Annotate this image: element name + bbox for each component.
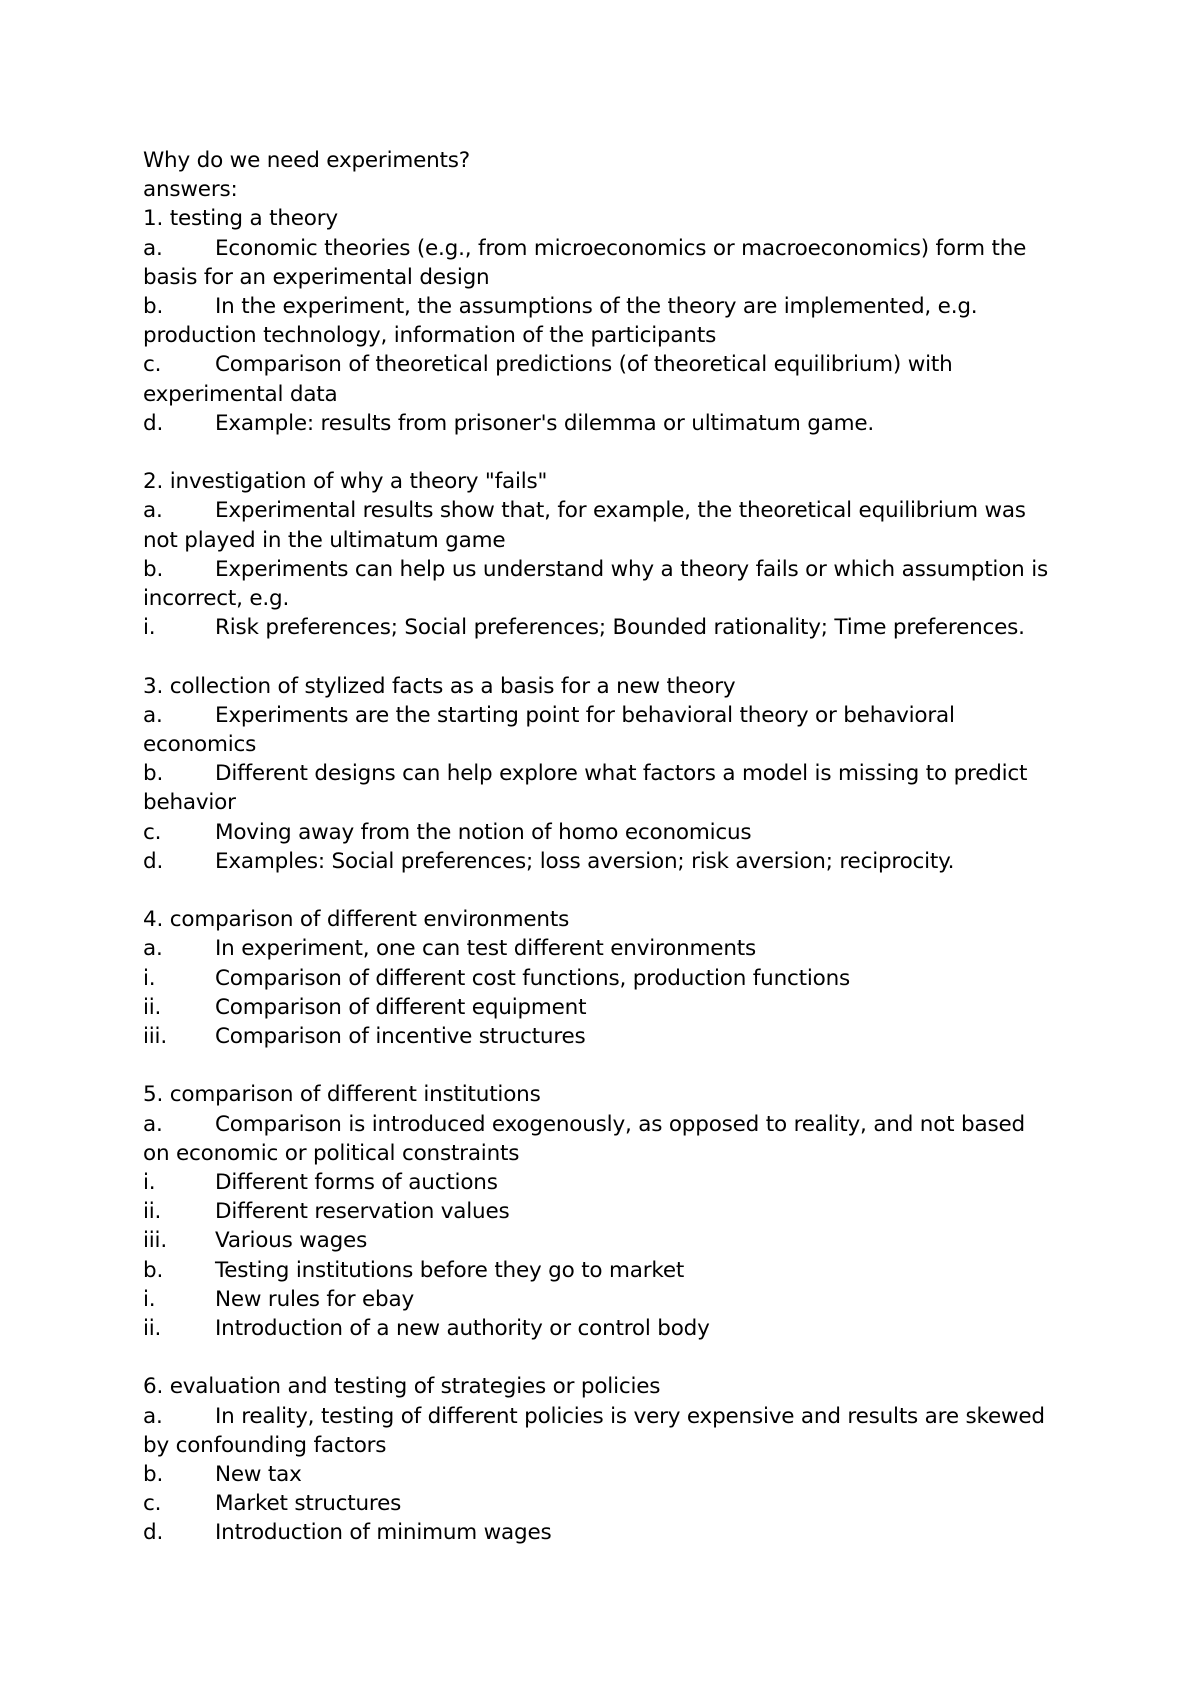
list-item-text: Experimental results show that, for example, the theoretical equilibrium was — [215, 498, 1026, 524]
list-item-continuation: behavior — [143, 790, 236, 816]
list-item — [143, 613, 1063, 642]
section-heading: 1. testing a theory — [143, 206, 338, 232]
list-item-text: Introduction of minimum wages — [215, 1520, 552, 1546]
list-item-continuation: experimental data — [143, 381, 338, 407]
section-3 — [143, 672, 1063, 876]
list-marker: a. — [143, 702, 163, 728]
list-item — [143, 1197, 1063, 1226]
list-item — [143, 496, 1063, 554]
list-marker: d. — [143, 848, 164, 874]
list-marker: c. — [143, 1491, 162, 1517]
section-4 — [143, 905, 1063, 1051]
list-item — [143, 1168, 1063, 1197]
section-gap — [143, 1051, 1063, 1080]
list-item-continuation: by confounding factors — [143, 1432, 387, 1458]
section-heading: 4. comparison of different environments — [143, 907, 570, 933]
list-item — [143, 292, 1063, 350]
list-item-text: Experiments can help us understand why a theory fails or which assumption is — [215, 556, 1048, 582]
list-item — [143, 1110, 1063, 1168]
list-marker: a. — [143, 498, 163, 524]
list-marker: a. — [143, 936, 163, 962]
list-item — [143, 934, 1063, 963]
section-gap — [143, 642, 1063, 671]
list-marker: a. — [143, 1403, 163, 1429]
section-5 — [143, 1080, 1063, 1343]
list-item-text: Risk preferences; Social preferences; Bounded rationality; Time preferences. — [215, 615, 1025, 641]
list-item-text: Testing institutions before they go to market — [215, 1257, 685, 1283]
list-item-text: Different designs can help explore what factors a model is missing to predict — [215, 761, 1028, 787]
list-item — [143, 1489, 1063, 1518]
list-item-text: Examples: Social preferences; loss aversion; risk aversion; reciprocity. — [215, 848, 955, 874]
list-marker: a. — [143, 235, 163, 261]
list-marker: c. — [143, 352, 162, 378]
section-6 — [143, 1372, 1063, 1547]
list-item — [143, 964, 1063, 993]
list-marker: b. — [143, 556, 164, 582]
list-item-text: Comparison of theoretical predictions (of theoretical equilibrium) with — [215, 352, 953, 378]
list-item-continuation: economics — [143, 732, 257, 758]
list-item-text: Market structures — [215, 1491, 402, 1517]
list-item — [143, 1226, 1063, 1255]
list-item — [143, 993, 1063, 1022]
list-item — [143, 818, 1063, 847]
list-item — [143, 1256, 1063, 1285]
list-item — [143, 759, 1063, 817]
list-item — [143, 1460, 1063, 1489]
list-marker: a. — [143, 1111, 163, 1137]
section-heading: 3. collection of stylized facts as a basis for a new theory — [143, 673, 736, 699]
list-item-text: In experiment, one can test different environments — [215, 936, 756, 962]
answers-label: answers: — [143, 177, 238, 203]
list-marker: i. — [143, 1170, 156, 1196]
list-marker: b. — [143, 294, 164, 320]
list-item-continuation: production technology, information of the participants — [143, 323, 717, 349]
list-marker: b. — [143, 1462, 164, 1488]
section-gap — [143, 876, 1063, 905]
section-gap — [143, 438, 1063, 467]
list-item — [143, 1022, 1063, 1051]
list-item-continuation: basis for an experimental design — [143, 264, 490, 290]
list-marker: c. — [143, 819, 162, 845]
section-2 — [143, 467, 1063, 642]
list-marker: i. — [143, 615, 156, 641]
list-item-text: Example: results from prisoner's dilemma or ultimatum game. — [215, 410, 875, 436]
list-item-text: Experiments are the starting point for behavioral theory or behavioral — [215, 702, 955, 728]
list-marker: iii. — [143, 1024, 167, 1050]
list-item-text: In the experiment, the assumptions of the theory are implemented, e.g. — [215, 294, 978, 320]
document-body — [143, 146, 1063, 1548]
list-item-continuation: not played in the ultimatum game — [143, 527, 506, 553]
list-marker: ii. — [143, 1199, 162, 1225]
list-item — [143, 1518, 1063, 1547]
list-item-text: Comparison of different cost functions, production functions — [215, 965, 851, 991]
list-item-text: Comparison is introduced exogenously, as opposed to reality, and not based — [215, 1111, 1025, 1137]
section-heading: 5. comparison of different institutions — [143, 1082, 541, 1108]
section-heading: 2. investigation of why a theory "fails" — [143, 469, 548, 495]
list-item-text: Different reservation values — [215, 1199, 510, 1225]
list-item-text: Various wages — [215, 1228, 368, 1254]
list-item — [143, 555, 1063, 613]
list-marker: b. — [143, 1257, 164, 1283]
list-item — [143, 1285, 1063, 1314]
section-gap — [143, 1343, 1063, 1372]
list-item-text: Moving away from the notion of homo economicus — [215, 819, 752, 845]
list-item-text: In reality, testing of different policies is very expensive and results are skewed — [215, 1403, 1045, 1429]
list-marker: ii. — [143, 994, 162, 1020]
list-item — [143, 409, 1063, 438]
list-item — [143, 847, 1063, 876]
list-item-text: New rules for ebay — [215, 1286, 415, 1312]
list-marker: d. — [143, 1520, 164, 1546]
list-item — [143, 234, 1063, 292]
list-marker: d. — [143, 410, 164, 436]
document-title: Why do we need experiments? — [143, 148, 470, 173]
list-item-text: Economic theories (e.g., from microeconomics or macroeconomics) form the — [215, 235, 1027, 261]
list-item-text: Different forms of auctions — [215, 1170, 498, 1196]
list-marker: ii. — [143, 1316, 162, 1342]
list-item — [143, 1402, 1063, 1460]
list-item-text: Comparison of different equipment — [215, 994, 587, 1020]
list-marker: b. — [143, 761, 164, 787]
list-item-text: Introduction of a new authority or control body — [215, 1316, 710, 1342]
list-item-continuation: on economic or political constraints — [143, 1140, 520, 1166]
list-item-text: New tax — [215, 1462, 302, 1488]
section-1 — [143, 204, 1063, 438]
list-marker: iii. — [143, 1228, 167, 1254]
list-marker: i. — [143, 965, 156, 991]
list-item-text: Comparison of incentive structures — [215, 1024, 586, 1050]
list-item-continuation: incorrect, e.g. — [143, 586, 290, 612]
list-item — [143, 350, 1063, 408]
sections-container — [143, 204, 1063, 1547]
list-marker: i. — [143, 1286, 156, 1312]
section-heading: 6. evaluation and testing of strategies or policies — [143, 1374, 661, 1400]
list-item — [143, 701, 1063, 759]
list-item — [143, 1314, 1063, 1343]
